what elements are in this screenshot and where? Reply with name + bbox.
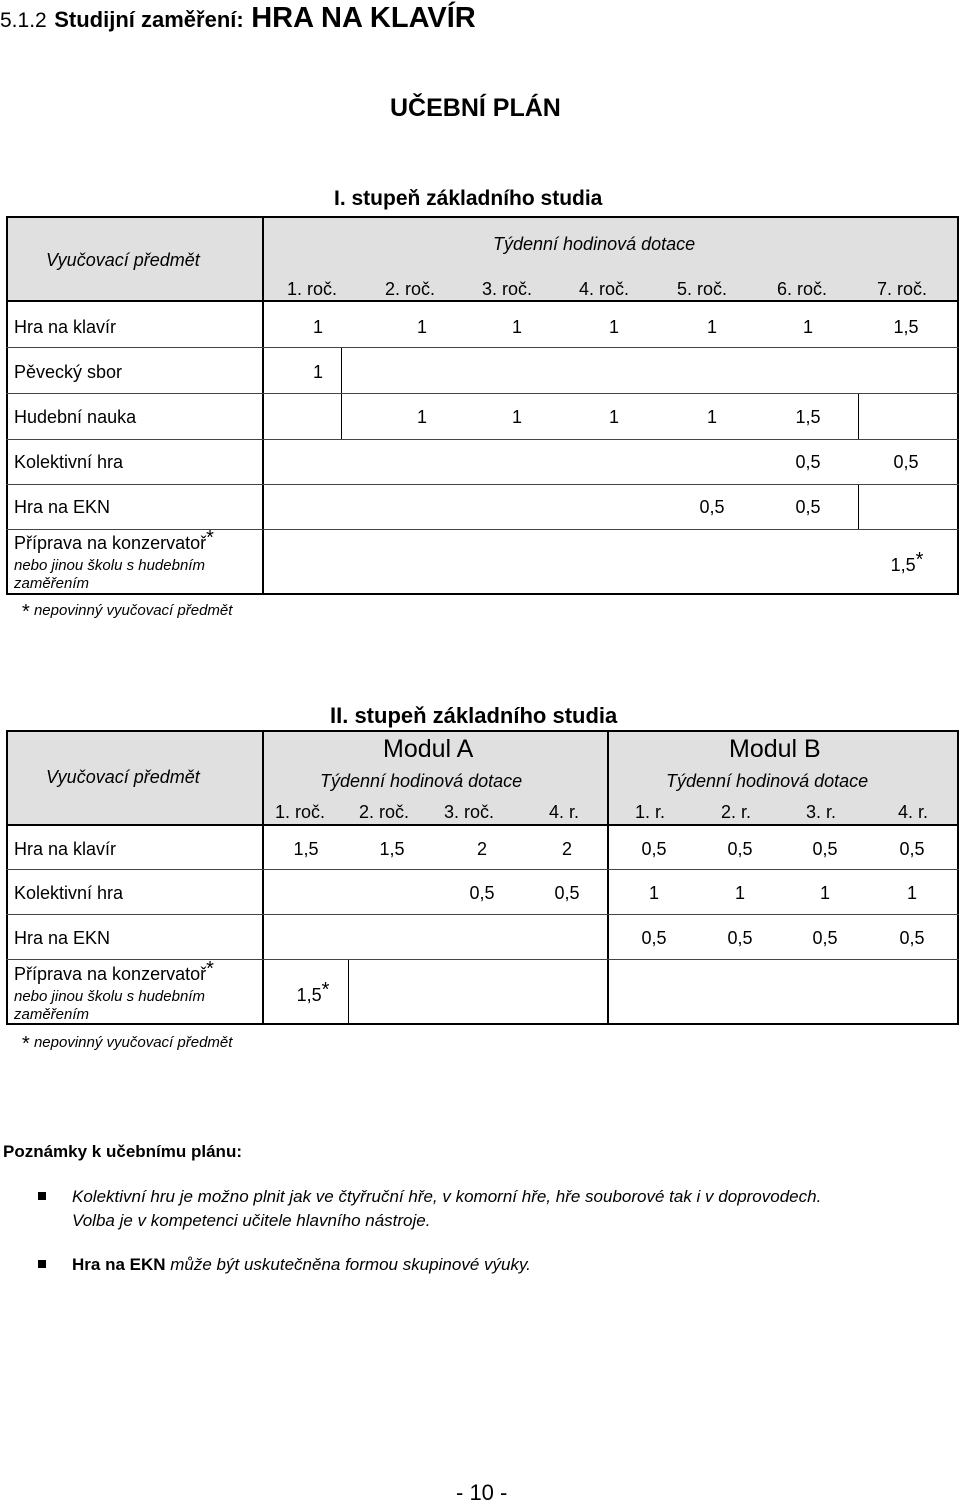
note-1-line-2: Volba je v kompetenci učitele hlavního nástroje. (72, 1211, 431, 1230)
table2-year: 3. r. (805, 802, 836, 822)
table2-cell: 0,5 (727, 839, 753, 859)
table2-year: 3. roč. (443, 802, 495, 822)
bullet-icon (38, 1192, 46, 1200)
table1-cell: 1 (608, 407, 619, 427)
table2-cell: 0,5 (727, 928, 753, 948)
section-heading (0, 2, 476, 35)
section-number: 5.1.2 (0, 9, 47, 32)
page-number: - 10 - (456, 1480, 508, 1505)
table1-cell: 1 (608, 317, 619, 337)
table1-row-label (14, 527, 214, 555)
section-label: Studijní zaměření: (54, 7, 244, 32)
notes-title: Poznámky k učebnímu plánu: (3, 1142, 242, 1161)
table1-cell: 0,5 (699, 497, 725, 517)
table2-year: 4. r. (897, 802, 928, 822)
module-b-title: Modul B (729, 735, 821, 763)
table2-subject-header: Vyučovací předmět (46, 767, 200, 787)
prep-sub-2: zaměřením (14, 1006, 90, 1023)
bullet-icon (38, 1260, 46, 1268)
module-a-title: Modul A (383, 735, 474, 763)
table2-cell: 0,5 (812, 839, 838, 859)
table1-cell: 1 (511, 317, 522, 337)
stage-2-title: II. stupeň základního studia (330, 703, 618, 728)
table1-year-7: 7. roč. (876, 279, 928, 299)
table1-row-label: Hra na klavír (14, 317, 117, 337)
plan-title: UČEBNÍ PLÁN (390, 94, 561, 122)
table1-cell: 1 (312, 317, 323, 337)
table2-cell: 0,5 (641, 928, 667, 948)
table2-year: 4. r. (548, 802, 579, 822)
table2-cell: 1 (734, 883, 745, 903)
table2-cell: 1 (648, 883, 659, 903)
module-a-dotace: Týdenní hodinová dotace (320, 771, 523, 791)
table1-cell: 1 (416, 407, 427, 427)
prep-sub-1: nebo jinou školu s hudebním (14, 988, 205, 1005)
table1-subject-header: Vyučovací předmět (46, 250, 200, 270)
table2-cell: 1,5 (293, 839, 319, 859)
table1-cell: 1 (706, 317, 717, 337)
table1-row-label: Pěvecký sbor (14, 362, 123, 382)
prep-label: Příprava na konzervatoř (14, 533, 207, 553)
table1-year-1: 1. roč. (286, 279, 338, 299)
table1-cell: 1 (802, 317, 813, 337)
table2-year: 1. roč. (274, 802, 326, 822)
table2-row-label: Příprava na konzervatoř* (14, 958, 214, 984)
table2-row-label: Hra na klavír (14, 839, 117, 859)
table2-year: 2. r. (720, 802, 751, 822)
table2-cell: 1 (819, 883, 830, 903)
table1-cell: 0,5 (795, 452, 821, 472)
module-b-dotace: Týdenní hodinová dotace (666, 771, 869, 791)
section-subject: HRA NA KLAVÍR (251, 2, 476, 34)
table1-year-2: 2. roč. (384, 279, 436, 299)
table1-year-5: 5. roč. (676, 279, 728, 299)
table2-cell: 0,5 (641, 839, 667, 859)
table2-cell: 1,5 (379, 839, 405, 859)
prep-sub-1: nebo jinou školu s hudebním (14, 557, 205, 574)
table1-footnote: * nepovinný vyučovací předmět (22, 601, 233, 623)
table2-cell: 0,5 (812, 928, 838, 948)
table1-year-6: 6. roč. (776, 279, 828, 299)
table2-prep-value: 1,5* (296, 979, 330, 1005)
table2-cell: 0,5 (469, 883, 495, 903)
table1-year-3: 3. roč. (481, 279, 533, 299)
prep-star: * (206, 527, 214, 549)
table1-cell: 1 (312, 362, 323, 382)
table1-row-label: Hudební nauka (14, 407, 137, 427)
table1-dotace-header: Týdenní hodinová dotace (493, 234, 696, 254)
prep-sub-2: zaměřením (14, 575, 90, 592)
table1-row-label: Kolektivní hra (14, 452, 124, 472)
table2-row-label: Kolektivní hra (14, 883, 124, 903)
table1-cell: 1 (416, 317, 427, 337)
table1-row-label: Hra na EKN (14, 497, 111, 517)
table1-cell: 1,5 (893, 317, 919, 337)
table1-cell: 0,5 (795, 497, 821, 517)
table2-row-label: Hra na EKN (14, 928, 111, 948)
table2-footnote: * nepovinný vyučovací předmět (22, 1033, 233, 1055)
table2-cell: 2 (476, 839, 487, 859)
table1-cell: 1,5 (795, 407, 821, 427)
table2-cell: 0,5 (899, 928, 925, 948)
table2-cell: 1 (906, 883, 917, 903)
note-1-line-1: Kolektivní hru je možno plnit jak ve čtyřruční hře, v komorní hře, hře souborové tak i v doprovodech. (72, 1187, 822, 1206)
note-2: Hra na EKN může být uskutečněna formou skupinové výuky. (72, 1255, 531, 1274)
table1-prep-value: 1,5* (890, 549, 924, 575)
stage-1-title: I. stupeň základního studia (334, 187, 603, 210)
table2-year: 2. roč. (358, 802, 410, 822)
table2-cell: 0,5 (899, 839, 925, 859)
table1-cell: 0,5 (893, 452, 919, 472)
table2-cell: 2 (561, 839, 572, 859)
table1-year-4: 4. roč. (578, 279, 630, 299)
table1-cell: 1 (511, 407, 522, 427)
table2-year: 1. r. (634, 802, 665, 822)
table2-cell: 0,5 (554, 883, 580, 903)
table1-cell: 1 (706, 407, 717, 427)
